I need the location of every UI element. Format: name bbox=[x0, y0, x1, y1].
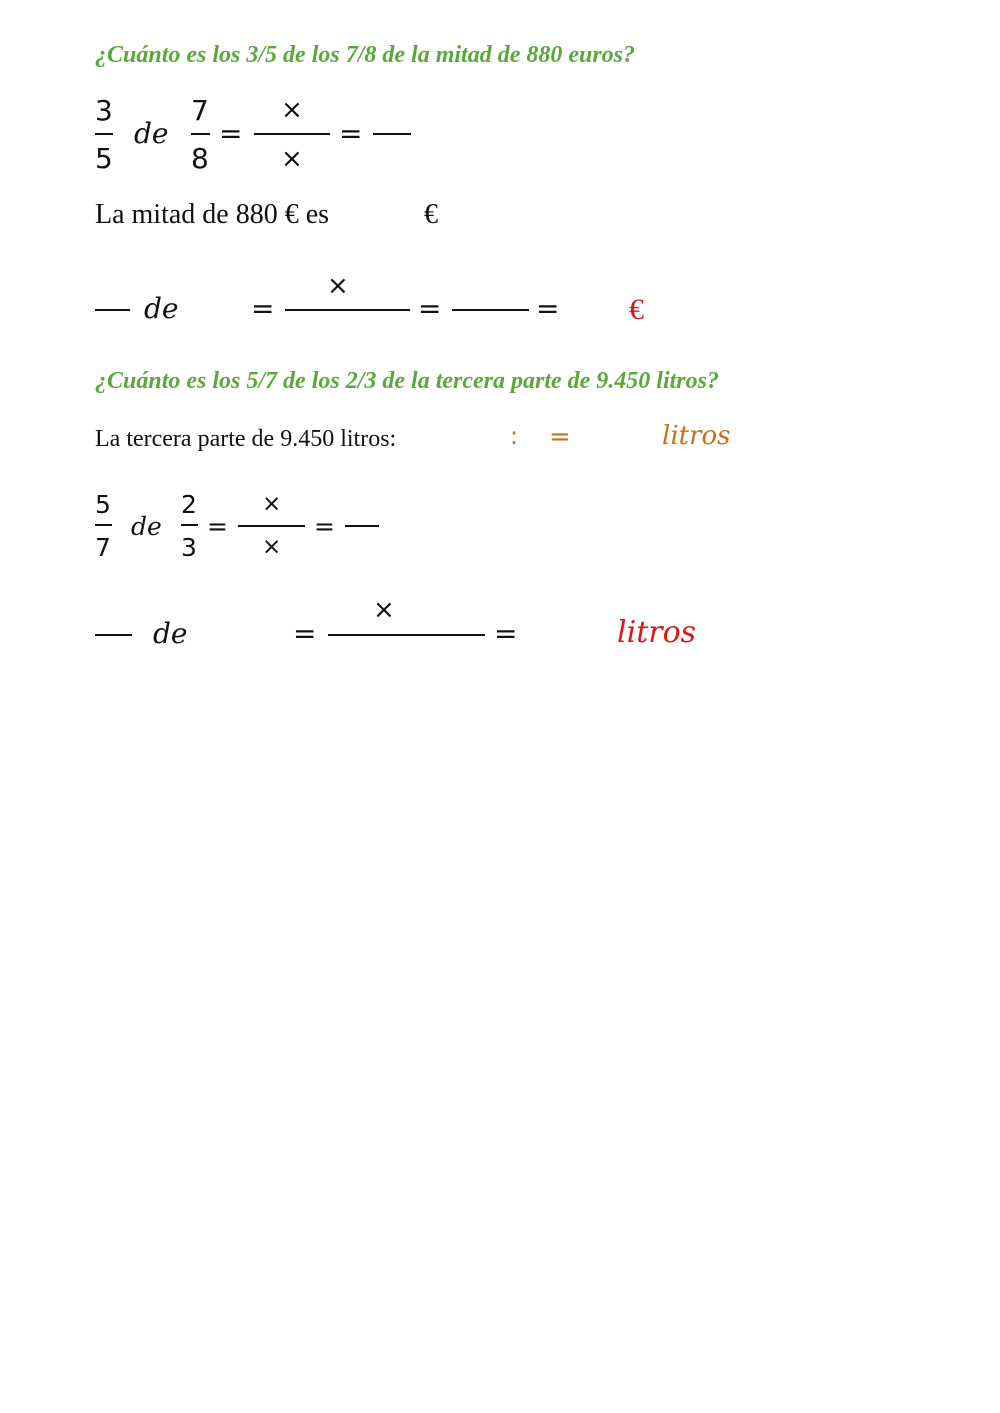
p2-dividend-blank[interactable] bbox=[440, 424, 504, 452]
p1-equals-3: = bbox=[251, 292, 275, 325]
p2-times-den: × bbox=[262, 534, 282, 560]
p2-equals-1: = bbox=[207, 512, 228, 541]
p1-frac-c-bar[interactable] bbox=[95, 309, 130, 311]
p2-divide-symbol: : bbox=[510, 422, 519, 450]
p1-half-euro: € bbox=[424, 199, 438, 230]
p2-frac-b-num: 2 bbox=[181, 490, 197, 519]
problem1-question: ¿Cuánto es los 3/5 de los 7/8 de la mitad de 880 euros? bbox=[95, 42, 636, 68]
p1-result-fraction-bar[interactable] bbox=[373, 133, 411, 135]
p2-result-fraction-bar[interactable] bbox=[345, 525, 379, 527]
p2-equals-3: = bbox=[293, 617, 317, 650]
p1-final-answer-blank[interactable] bbox=[568, 294, 624, 322]
p2-final-answer-blank[interactable] bbox=[530, 620, 610, 648]
p1-times-den: × bbox=[281, 144, 303, 174]
p2-third-text: La tercera parte de 9.450 litros: bbox=[95, 426, 397, 452]
p2-frac-a-num: 5 bbox=[95, 490, 111, 519]
p2-litros-red: litros bbox=[617, 615, 697, 650]
p2-divisor-blank[interactable] bbox=[526, 424, 544, 452]
p2-quotient-blank[interactable] bbox=[582, 424, 656, 452]
p1-equals-1: = bbox=[219, 117, 243, 150]
p2-frac-a-bar bbox=[95, 524, 112, 526]
p2-frac-a-den: 7 bbox=[95, 533, 111, 562]
p2-equals-2: = bbox=[314, 512, 335, 541]
p2-product-bar bbox=[238, 525, 305, 527]
p2-litros-orange: litros bbox=[662, 421, 731, 451]
p1-frac-b-num: 7 bbox=[191, 94, 209, 127]
p1-equals-2: = bbox=[339, 117, 363, 150]
p2-times-num: × bbox=[262, 491, 282, 517]
p2-de-word-2: de bbox=[153, 617, 188, 650]
p1-frac-a-bar bbox=[95, 133, 113, 135]
p1-product-bar-2[interactable] bbox=[285, 309, 410, 311]
problem2-question: ¿Cuánto es los 5/7 de los 2/3 de la tercera parte de 9.450 litros? bbox=[95, 368, 719, 394]
p1-product-bar bbox=[254, 133, 330, 135]
p1-times-num: × bbox=[281, 95, 303, 125]
p2-frac-c-bar[interactable] bbox=[95, 634, 132, 636]
p2-product-bar-2[interactable] bbox=[328, 634, 485, 636]
p1-half-answer-blank[interactable] bbox=[368, 200, 420, 228]
p1-times-top-2: × bbox=[327, 271, 349, 301]
p2-times-top-2: × bbox=[373, 595, 395, 625]
p2-de-word: de bbox=[131, 512, 162, 541]
p1-frac-a-num: 3 bbox=[95, 94, 113, 127]
p2-equals-4: = bbox=[494, 617, 518, 650]
p2-equals-orange: = bbox=[549, 422, 571, 452]
p1-result-euro: € bbox=[629, 293, 644, 326]
p1-frac-a-den: 5 bbox=[95, 142, 113, 175]
p1-equals-5: = bbox=[536, 292, 560, 325]
p1-de-word-2: de bbox=[144, 292, 179, 325]
p2-frac-b-den: 3 bbox=[181, 533, 197, 562]
p1-equals-4: = bbox=[418, 292, 442, 325]
p2-frac-b-bar bbox=[181, 524, 198, 526]
p1-de-word: de bbox=[134, 117, 169, 150]
p1-simplified-bar[interactable] bbox=[452, 309, 529, 311]
p1-frac-b-bar bbox=[191, 133, 210, 135]
p2-de-amount-blank[interactable] bbox=[200, 620, 282, 648]
p1-de-amount-blank[interactable] bbox=[188, 294, 244, 322]
p1-half-text: La mitad de 880 € es bbox=[95, 199, 330, 230]
p1-frac-b-den: 8 bbox=[191, 142, 209, 175]
